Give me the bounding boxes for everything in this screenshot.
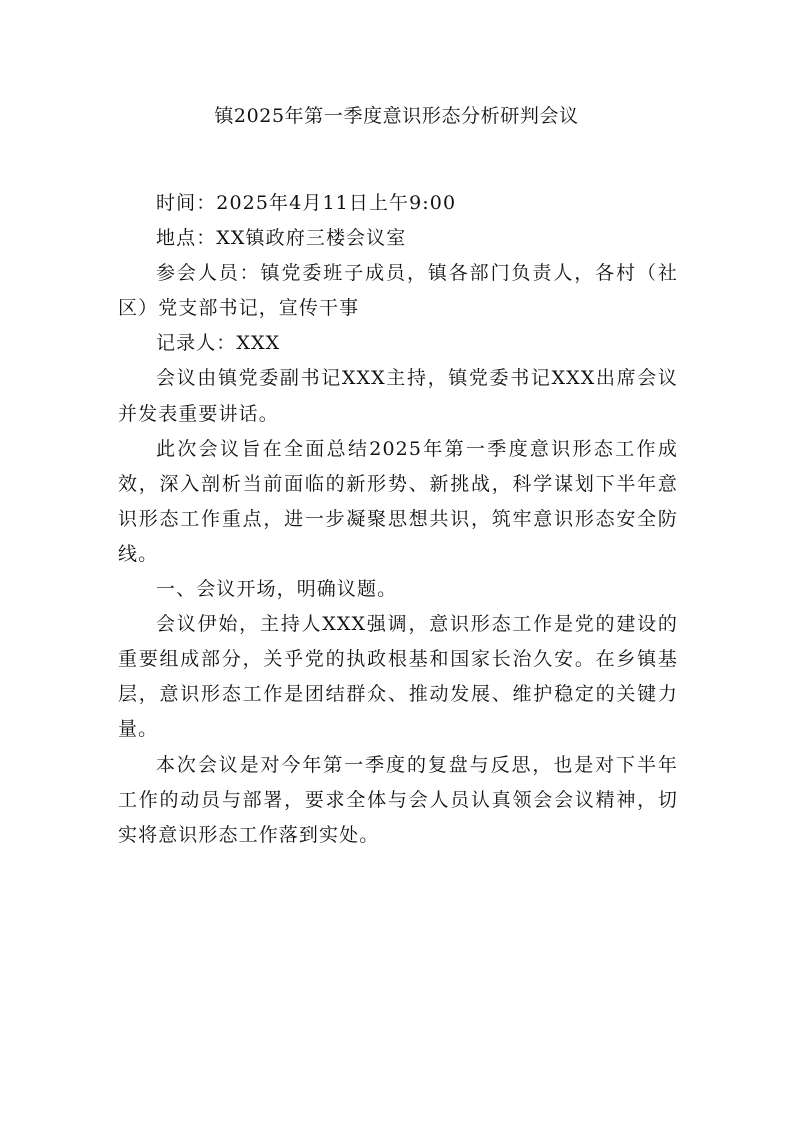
opening-paragraph-1: 会议伊始，主持人XXX强调，意识形态工作是党的建设的重要组成部分，关乎党的执政根基和国家长治久安。在乡镇基层，意识形态工作是团结群众、推动发展、维护稳定的关键力量。	[118, 613, 678, 741]
meeting-host-paragraph: 会议由镇党委副书记XXX主持，镇党委书记XXX出席会议并发表重要讲话。	[118, 367, 678, 425]
meeting-time-line: 时间：2025年4月11日上午9:00	[156, 192, 457, 214]
opening-paragraph-2: 本次会议是对今年第一季度的复盘与反思，也是对下半年工作的动员与部署，要求全体与会人员认真领会会议精神，切实将意识形态工作落到实处。	[118, 753, 678, 846]
meeting-recorder-line: 记录人：XXX	[156, 332, 281, 355]
document-body	[118, 186, 678, 853]
meeting-location-line: 地点：XX镇政府三楼会议室	[156, 227, 407, 250]
meeting-attendees-line: 参会人员：镇党委班子成员，镇各部门负责人，各村（社区）党支部书记，宣传干事	[118, 262, 678, 320]
meeting-purpose-paragraph: 此次会议旨在全面总结2025年第一季度意识形态工作成效，深入剖析当前面临的新形势、新挑战，科学谋划下半年意识形态工作重点，进一步凝聚思想共识，筑牢意识形态安全防线。	[118, 437, 678, 565]
document-title: 镇2025年第一季度意识形态分析研判会议	[214, 105, 579, 127]
section-heading-opening: 一、会议开场，明确议题。	[156, 578, 398, 601]
